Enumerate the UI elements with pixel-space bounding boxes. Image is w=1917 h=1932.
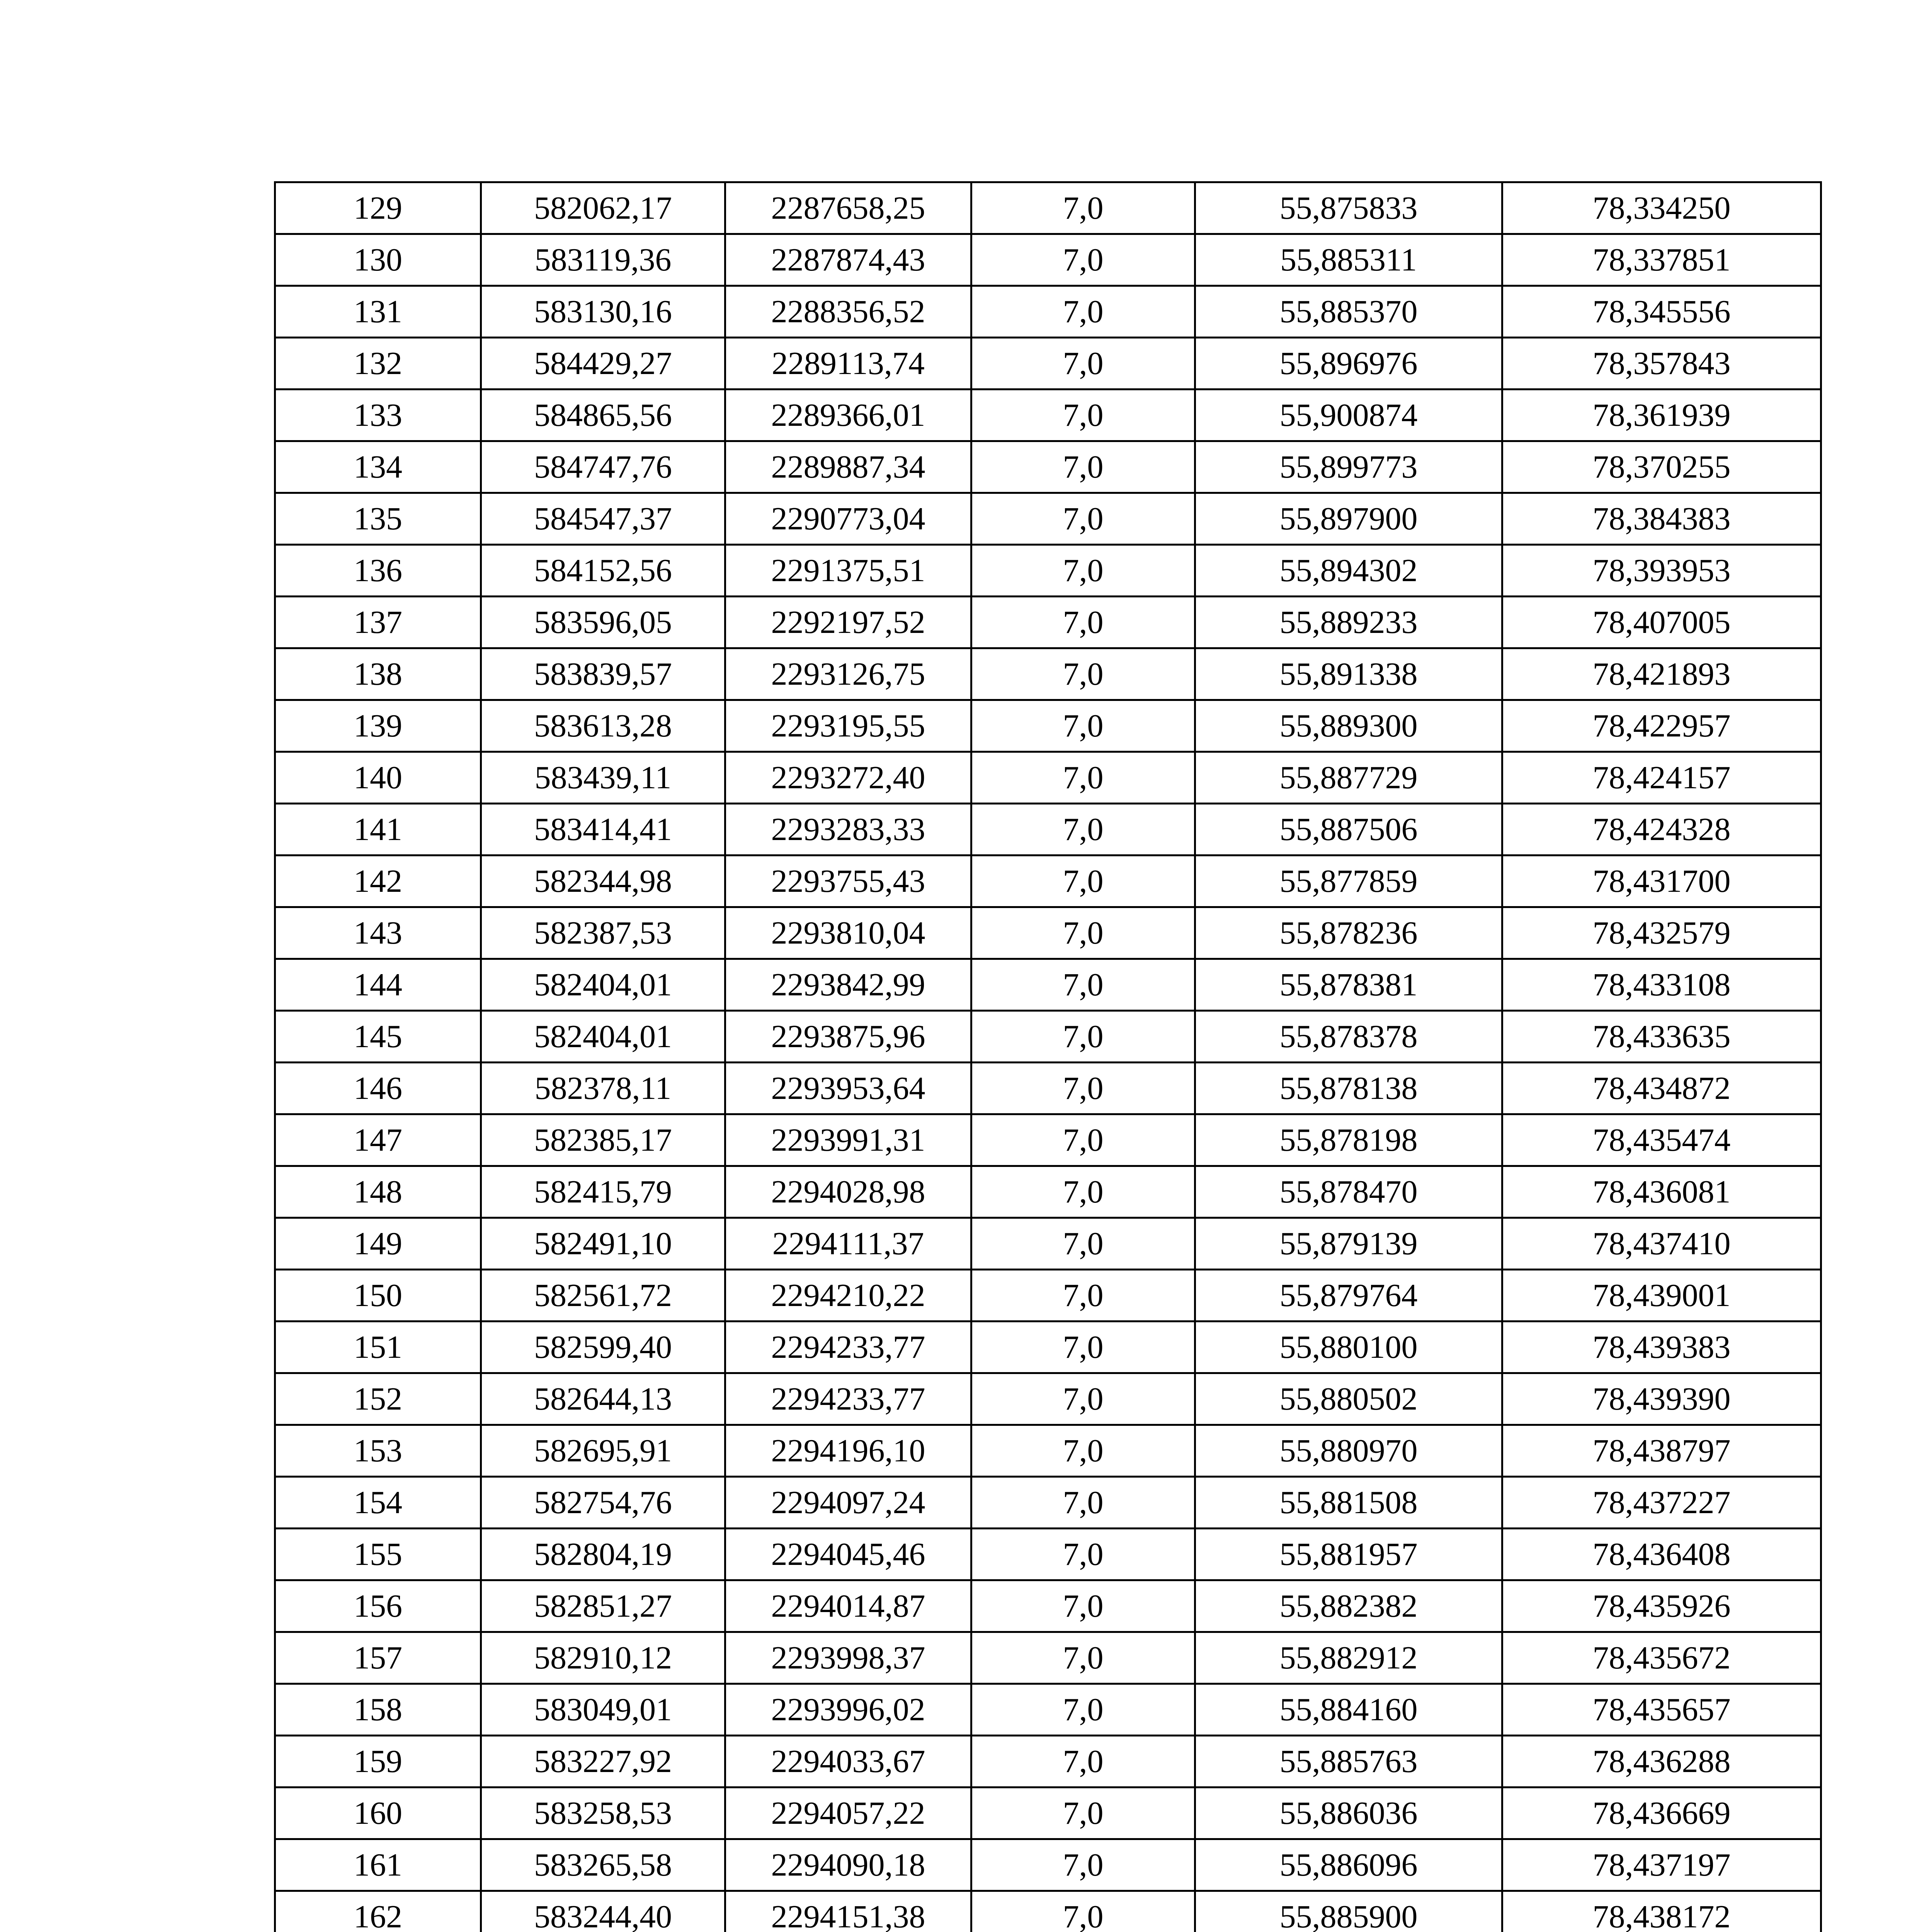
- point-number-cell: 139: [275, 700, 481, 752]
- longitude-cell: 78,361939: [1502, 389, 1821, 441]
- x-coordinate-cell: 582378,11: [481, 1063, 725, 1114]
- latitude-cell: 55,887729: [1195, 752, 1502, 804]
- longitude-cell: 78,422957: [1502, 700, 1821, 752]
- accuracy-cell: 7,0: [971, 441, 1195, 493]
- longitude-cell: 78,370255: [1502, 441, 1821, 493]
- accuracy-cell: 7,0: [971, 1787, 1195, 1839]
- longitude-cell: 78,434872: [1502, 1063, 1821, 1114]
- latitude-cell: 55,886096: [1195, 1839, 1502, 1891]
- table-row: [275, 1684, 1821, 1736]
- x-coordinate-cell: 583049,01: [481, 1684, 725, 1736]
- accuracy-cell: 7,0: [971, 855, 1195, 907]
- point-number-cell: 129: [275, 182, 481, 234]
- point-number-cell: 148: [275, 1166, 481, 1218]
- accuracy-cell: 7,0: [971, 545, 1195, 597]
- x-coordinate-cell: 583244,40: [481, 1891, 725, 1932]
- latitude-cell: 55,878236: [1195, 907, 1502, 959]
- table-row: [275, 907, 1821, 959]
- point-number-cell: 157: [275, 1632, 481, 1684]
- y-coordinate-cell: 2294014,87: [725, 1580, 971, 1632]
- latitude-cell: 55,900874: [1195, 389, 1502, 441]
- x-coordinate-cell: 582644,13: [481, 1373, 725, 1425]
- latitude-cell: 55,889233: [1195, 597, 1502, 648]
- x-coordinate-cell: 584152,56: [481, 545, 725, 597]
- point-number-cell: 155: [275, 1529, 481, 1580]
- table-row: [275, 234, 1821, 286]
- table-row: [275, 648, 1821, 700]
- point-number-cell: 158: [275, 1684, 481, 1736]
- longitude-cell: 78,345556: [1502, 286, 1821, 338]
- y-coordinate-cell: 2290773,04: [725, 493, 971, 545]
- table-row: [275, 855, 1821, 907]
- y-coordinate-cell: 2293998,37: [725, 1632, 971, 1684]
- x-coordinate-cell: 583839,57: [481, 648, 725, 700]
- latitude-cell: 55,878470: [1195, 1166, 1502, 1218]
- point-number-cell: 149: [275, 1218, 481, 1270]
- accuracy-cell: 7,0: [971, 1063, 1195, 1114]
- table-row: [275, 1166, 1821, 1218]
- y-coordinate-cell: 2294233,77: [725, 1373, 971, 1425]
- x-coordinate-cell: 582561,72: [481, 1270, 725, 1321]
- longitude-cell: 78,436669: [1502, 1787, 1821, 1839]
- x-coordinate-cell: 582062,17: [481, 182, 725, 234]
- longitude-cell: 78,436408: [1502, 1529, 1821, 1580]
- point-number-cell: 133: [275, 389, 481, 441]
- table-row: [275, 1218, 1821, 1270]
- point-number-cell: 159: [275, 1736, 481, 1787]
- point-number-cell: 142: [275, 855, 481, 907]
- table-row: [275, 182, 1821, 234]
- accuracy-cell: 7,0: [971, 1166, 1195, 1218]
- point-number-cell: 161: [275, 1839, 481, 1891]
- y-coordinate-cell: 2293283,33: [725, 804, 971, 855]
- latitude-cell: 55,894302: [1195, 545, 1502, 597]
- y-coordinate-cell: 2289113,74: [725, 338, 971, 389]
- x-coordinate-cell: 582415,79: [481, 1166, 725, 1218]
- x-coordinate-cell: 582910,12: [481, 1632, 725, 1684]
- accuracy-cell: 7,0: [971, 1632, 1195, 1684]
- table-row: [275, 545, 1821, 597]
- point-number-cell: 137: [275, 597, 481, 648]
- x-coordinate-cell: 582851,27: [481, 1580, 725, 1632]
- point-number-cell: 150: [275, 1270, 481, 1321]
- y-coordinate-cell: 2294210,22: [725, 1270, 971, 1321]
- point-number-cell: 145: [275, 1011, 481, 1063]
- accuracy-cell: 7,0: [971, 493, 1195, 545]
- longitude-cell: 78,435926: [1502, 1580, 1821, 1632]
- x-coordinate-cell: 584547,37: [481, 493, 725, 545]
- latitude-cell: 55,880970: [1195, 1425, 1502, 1477]
- y-coordinate-cell: 2292197,52: [725, 597, 971, 648]
- table-row: [275, 804, 1821, 855]
- latitude-cell: 55,881508: [1195, 1477, 1502, 1529]
- y-coordinate-cell: 2291375,51: [725, 545, 971, 597]
- x-coordinate-cell: 582754,76: [481, 1477, 725, 1529]
- longitude-cell: 78,437227: [1502, 1477, 1821, 1529]
- y-coordinate-cell: 2294196,10: [725, 1425, 971, 1477]
- accuracy-cell: 7,0: [971, 959, 1195, 1011]
- accuracy-cell: 7,0: [971, 1891, 1195, 1932]
- accuracy-cell: 7,0: [971, 1321, 1195, 1373]
- table-row: [275, 1632, 1821, 1684]
- accuracy-cell: 7,0: [971, 597, 1195, 648]
- longitude-cell: 78,435657: [1502, 1684, 1821, 1736]
- table-row: [275, 1114, 1821, 1166]
- x-coordinate-cell: 583130,16: [481, 286, 725, 338]
- y-coordinate-cell: 2293810,04: [725, 907, 971, 959]
- longitude-cell: 78,334250: [1502, 182, 1821, 234]
- longitude-cell: 78,437197: [1502, 1839, 1821, 1891]
- latitude-cell: 55,879139: [1195, 1218, 1502, 1270]
- y-coordinate-cell: 2293755,43: [725, 855, 971, 907]
- point-number-cell: 131: [275, 286, 481, 338]
- longitude-cell: 78,424328: [1502, 804, 1821, 855]
- x-coordinate-cell: 583414,41: [481, 804, 725, 855]
- y-coordinate-cell: 2287874,43: [725, 234, 971, 286]
- table-row: [275, 752, 1821, 804]
- table-row: [275, 1373, 1821, 1425]
- point-number-cell: 134: [275, 441, 481, 493]
- table-body: [275, 182, 1821, 1932]
- longitude-cell: 78,437410: [1502, 1218, 1821, 1270]
- x-coordinate-cell: 583258,53: [481, 1787, 725, 1839]
- accuracy-cell: 7,0: [971, 1373, 1195, 1425]
- latitude-cell: 55,896976: [1195, 338, 1502, 389]
- accuracy-cell: 7,0: [971, 1011, 1195, 1063]
- x-coordinate-cell: 582491,10: [481, 1218, 725, 1270]
- table-row: [275, 1425, 1821, 1477]
- table-row: [275, 1477, 1821, 1529]
- table-row: [275, 1270, 1821, 1321]
- longitude-cell: 78,439001: [1502, 1270, 1821, 1321]
- x-coordinate-cell: 582695,91: [481, 1425, 725, 1477]
- y-coordinate-cell: 2293195,55: [725, 700, 971, 752]
- longitude-cell: 78,337851: [1502, 234, 1821, 286]
- x-coordinate-cell: 582599,40: [481, 1321, 725, 1373]
- latitude-cell: 55,891338: [1195, 648, 1502, 700]
- longitude-cell: 78,436288: [1502, 1736, 1821, 1787]
- y-coordinate-cell: 2293126,75: [725, 648, 971, 700]
- x-coordinate-cell: 582404,01: [481, 1011, 725, 1063]
- latitude-cell: 55,885311: [1195, 234, 1502, 286]
- latitude-cell: 55,899773: [1195, 441, 1502, 493]
- latitude-cell: 55,880100: [1195, 1321, 1502, 1373]
- latitude-cell: 55,882912: [1195, 1632, 1502, 1684]
- point-number-cell: 154: [275, 1477, 481, 1529]
- y-coordinate-cell: 2294045,46: [725, 1529, 971, 1580]
- accuracy-cell: 7,0: [971, 752, 1195, 804]
- point-number-cell: 152: [275, 1373, 481, 1425]
- table-row: [275, 1787, 1821, 1839]
- x-coordinate-cell: 583265,58: [481, 1839, 725, 1891]
- table-row: [275, 1891, 1821, 1932]
- y-coordinate-cell: 2293953,64: [725, 1063, 971, 1114]
- table-row: [275, 493, 1821, 545]
- point-number-cell: 136: [275, 545, 481, 597]
- longitude-cell: 78,435672: [1502, 1632, 1821, 1684]
- accuracy-cell: 7,0: [971, 804, 1195, 855]
- latitude-cell: 55,884160: [1195, 1684, 1502, 1736]
- table-row: [275, 389, 1821, 441]
- y-coordinate-cell: 2294111,37: [725, 1218, 971, 1270]
- y-coordinate-cell: 2287658,25: [725, 182, 971, 234]
- accuracy-cell: 7,0: [971, 286, 1195, 338]
- longitude-cell: 78,438797: [1502, 1425, 1821, 1477]
- accuracy-cell: 7,0: [971, 1218, 1195, 1270]
- point-number-cell: 132: [275, 338, 481, 389]
- longitude-cell: 78,393953: [1502, 545, 1821, 597]
- table-row: [275, 1063, 1821, 1114]
- x-coordinate-cell: 583119,36: [481, 234, 725, 286]
- longitude-cell: 78,407005: [1502, 597, 1821, 648]
- latitude-cell: 55,878138: [1195, 1063, 1502, 1114]
- y-coordinate-cell: 2293875,96: [725, 1011, 971, 1063]
- x-coordinate-cell: 584865,56: [481, 389, 725, 441]
- table-row: [275, 1321, 1821, 1373]
- x-coordinate-cell: 582385,17: [481, 1114, 725, 1166]
- longitude-cell: 78,384383: [1502, 493, 1821, 545]
- y-coordinate-cell: 2294233,77: [725, 1321, 971, 1373]
- latitude-cell: 55,889300: [1195, 700, 1502, 752]
- longitude-cell: 78,433635: [1502, 1011, 1821, 1063]
- latitude-cell: 55,886036: [1195, 1787, 1502, 1839]
- table-row: [275, 286, 1821, 338]
- accuracy-cell: 7,0: [971, 389, 1195, 441]
- x-coordinate-cell: 584747,76: [481, 441, 725, 493]
- coordinates-table: [274, 181, 1822, 1932]
- latitude-cell: 55,885370: [1195, 286, 1502, 338]
- accuracy-cell: 7,0: [971, 648, 1195, 700]
- accuracy-cell: 7,0: [971, 700, 1195, 752]
- point-number-cell: 130: [275, 234, 481, 286]
- longitude-cell: 78,424157: [1502, 752, 1821, 804]
- table-row: [275, 1580, 1821, 1632]
- accuracy-cell: 7,0: [971, 907, 1195, 959]
- x-coordinate-cell: 583613,28: [481, 700, 725, 752]
- x-coordinate-cell: 583439,11: [481, 752, 725, 804]
- accuracy-cell: 7,0: [971, 338, 1195, 389]
- x-coordinate-cell: 583596,05: [481, 597, 725, 648]
- y-coordinate-cell: 2293272,40: [725, 752, 971, 804]
- x-coordinate-cell: 582344,98: [481, 855, 725, 907]
- x-coordinate-cell: 584429,27: [481, 338, 725, 389]
- point-number-cell: 162: [275, 1891, 481, 1932]
- table-row: [275, 338, 1821, 389]
- table-row: [275, 959, 1821, 1011]
- latitude-cell: 55,887506: [1195, 804, 1502, 855]
- accuracy-cell: 7,0: [971, 1477, 1195, 1529]
- latitude-cell: 55,885763: [1195, 1736, 1502, 1787]
- accuracy-cell: 7,0: [971, 1114, 1195, 1166]
- latitude-cell: 55,875833: [1195, 182, 1502, 234]
- point-number-cell: 138: [275, 648, 481, 700]
- accuracy-cell: 7,0: [971, 1580, 1195, 1632]
- longitude-cell: 78,435474: [1502, 1114, 1821, 1166]
- y-coordinate-cell: 2294090,18: [725, 1839, 971, 1891]
- table-row: [275, 441, 1821, 493]
- y-coordinate-cell: 2294028,98: [725, 1166, 971, 1218]
- longitude-cell: 78,357843: [1502, 338, 1821, 389]
- y-coordinate-cell: 2293996,02: [725, 1684, 971, 1736]
- latitude-cell: 55,877859: [1195, 855, 1502, 907]
- x-coordinate-cell: 582387,53: [481, 907, 725, 959]
- point-number-cell: 160: [275, 1787, 481, 1839]
- accuracy-cell: 7,0: [971, 182, 1195, 234]
- point-number-cell: 141: [275, 804, 481, 855]
- longitude-cell: 78,436081: [1502, 1166, 1821, 1218]
- y-coordinate-cell: 2294033,67: [725, 1736, 971, 1787]
- y-coordinate-cell: 2293842,99: [725, 959, 971, 1011]
- point-number-cell: 147: [275, 1114, 481, 1166]
- x-coordinate-cell: 582804,19: [481, 1529, 725, 1580]
- latitude-cell: 55,878381: [1195, 959, 1502, 1011]
- x-coordinate-cell: 583227,92: [481, 1736, 725, 1787]
- y-coordinate-cell: 2289366,01: [725, 389, 971, 441]
- latitude-cell: 55,882382: [1195, 1580, 1502, 1632]
- latitude-cell: 55,880502: [1195, 1373, 1502, 1425]
- longitude-cell: 78,438172: [1502, 1891, 1821, 1932]
- accuracy-cell: 7,0: [971, 1684, 1195, 1736]
- accuracy-cell: 7,0: [971, 1425, 1195, 1477]
- longitude-cell: 78,439383: [1502, 1321, 1821, 1373]
- longitude-cell: 78,421893: [1502, 648, 1821, 700]
- longitude-cell: 78,432579: [1502, 907, 1821, 959]
- latitude-cell: 55,897900: [1195, 493, 1502, 545]
- accuracy-cell: 7,0: [971, 1270, 1195, 1321]
- latitude-cell: 55,879764: [1195, 1270, 1502, 1321]
- point-number-cell: 135: [275, 493, 481, 545]
- accuracy-cell: 7,0: [971, 1736, 1195, 1787]
- table-row: [275, 1736, 1821, 1787]
- y-coordinate-cell: 2293991,31: [725, 1114, 971, 1166]
- y-coordinate-cell: 2294151,38: [725, 1891, 971, 1932]
- table-row: [275, 700, 1821, 752]
- latitude-cell: 55,878198: [1195, 1114, 1502, 1166]
- point-number-cell: 140: [275, 752, 481, 804]
- longitude-cell: 78,431700: [1502, 855, 1821, 907]
- table-row: [275, 1529, 1821, 1580]
- point-number-cell: 153: [275, 1425, 481, 1477]
- y-coordinate-cell: 2294057,22: [725, 1787, 971, 1839]
- point-number-cell: 146: [275, 1063, 481, 1114]
- point-number-cell: 143: [275, 907, 481, 959]
- latitude-cell: 55,881957: [1195, 1529, 1502, 1580]
- point-number-cell: 156: [275, 1580, 481, 1632]
- table-row: [275, 597, 1821, 648]
- longitude-cell: 78,439390: [1502, 1373, 1821, 1425]
- y-coordinate-cell: 2289887,34: [725, 441, 971, 493]
- accuracy-cell: 7,0: [971, 1839, 1195, 1891]
- y-coordinate-cell: 2294097,24: [725, 1477, 971, 1529]
- point-number-cell: 151: [275, 1321, 481, 1373]
- latitude-cell: 55,878378: [1195, 1011, 1502, 1063]
- accuracy-cell: 7,0: [971, 1529, 1195, 1580]
- accuracy-cell: 7,0: [971, 234, 1195, 286]
- table-row: [275, 1011, 1821, 1063]
- longitude-cell: 78,433108: [1502, 959, 1821, 1011]
- x-coordinate-cell: 582404,01: [481, 959, 725, 1011]
- table-row: [275, 1839, 1821, 1891]
- point-number-cell: 144: [275, 959, 481, 1011]
- latitude-cell: 55,885900: [1195, 1891, 1502, 1932]
- y-coordinate-cell: 2288356,52: [725, 286, 971, 338]
